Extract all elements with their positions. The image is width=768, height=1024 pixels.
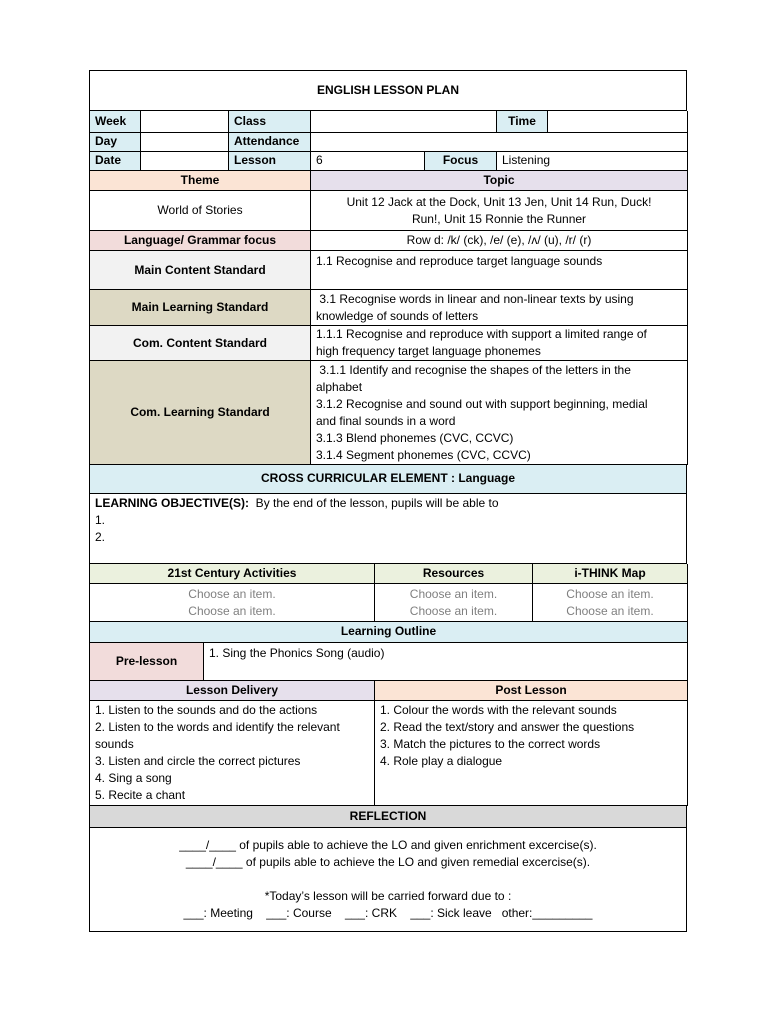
com-learning-line: alphabet: [316, 379, 363, 394]
focus-field[interactable]: Listening: [497, 151, 688, 170]
class-field[interactable]: [311, 111, 497, 132]
time-field[interactable]: [548, 111, 688, 132]
main-learning-line-2: knowledge of sounds of letters: [316, 308, 479, 323]
com-content-label: Com. Content Standard: [90, 326, 311, 361]
focus-label: Focus: [425, 151, 497, 170]
activity-select[interactable]: Choose an item.: [188, 603, 276, 618]
delivery-table: [89, 681, 688, 807]
post-lesson-step: 1. Colour the words with the relevant sounds: [380, 703, 617, 717]
grammar-label: Language/ Grammar focus: [90, 231, 311, 251]
title-table: [89, 70, 687, 111]
objective-item-2[interactable]: 2.: [95, 529, 106, 544]
carry-forward-reasons: ___: Meeting ___: Course ___: CRK ___: Sick leave other:_________: [183, 905, 593, 920]
main-learning-label: Main Learning Standard: [90, 290, 311, 326]
topic-line-2: Run!, Unit 15 Ronnie the Runner: [411, 211, 587, 226]
lesson-delivery-header: Lesson Delivery: [90, 681, 375, 701]
lesson-label: Lesson: [229, 151, 311, 170]
com-content-line-1: 1.1.1 Recognise and reproduce with support a limited range of: [316, 327, 647, 341]
outline-table: [89, 622, 688, 681]
objectives-text: By the end of the lesson, pupils will be able to: [249, 495, 499, 510]
pre-lesson-label: Pre-lesson: [90, 642, 204, 680]
main-learning-line-1: 3.1 Recognise words in linear and non-linear texts by using: [316, 291, 634, 306]
lesson-field[interactable]: 6: [311, 151, 425, 170]
day-field[interactable]: [141, 132, 229, 151]
topic-header: Topic: [311, 171, 688, 191]
main-learning-value: [311, 290, 688, 326]
learning-objectives: [90, 493, 687, 563]
carry-forward-note: *Today’s lesson will be carried forward due to :: [264, 888, 512, 903]
topic-value: [311, 191, 688, 231]
activity-select[interactable]: Choose an item.: [188, 586, 276, 601]
delivery-step: sounds: [95, 737, 134, 751]
lesson-plan-document: [89, 70, 687, 932]
objective-item-1[interactable]: 1.: [95, 512, 106, 527]
reflection-remedial-line: ____/____ of pupils able to achieve the LO and given remedial excercise(s).: [185, 854, 591, 869]
delivery-step: 1. Listen to the sounds and do the actions: [95, 703, 318, 717]
attendance-field[interactable]: [311, 132, 688, 151]
header-table: [89, 111, 688, 171]
com-learning-line: 3.1.1 Identify and recognise the shapes of the letters in the: [316, 362, 631, 377]
date-label: Date: [90, 151, 141, 170]
ithink-header: i-THINK Map: [533, 564, 688, 584]
post-lesson-header: Post Lesson: [375, 681, 688, 701]
com-learning-line: 3.1.4 Segment phonemes (CVC, CCVC): [316, 447, 531, 462]
attendance-label: Attendance: [229, 132, 311, 151]
resources-header: Resources: [375, 564, 533, 584]
cross-curricular-header: CROSS CURRICULAR ELEMENT : Language: [90, 465, 687, 493]
activities-dropdowns: [90, 584, 375, 622]
main-content-label: Main Content Standard: [90, 251, 311, 290]
post-lesson-step: 4. Role play a dialogue: [380, 754, 503, 768]
document-title: ENGLISH LESSON PLAN: [90, 71, 687, 111]
week-label: Week: [90, 111, 141, 132]
pre-lesson-value: 1. Sing the Phonics Song (audio): [204, 642, 688, 680]
delivery-step: 3. Listen and circle the correct pictures: [95, 754, 301, 768]
week-field[interactable]: [141, 111, 229, 132]
ithink-dropdowns: [533, 584, 688, 622]
activities-table: [89, 564, 688, 623]
learning-outline-header: Learning Outline: [90, 622, 688, 642]
com-learning-label: Com. Learning Standard: [90, 361, 311, 465]
resources-dropdowns: [375, 584, 533, 622]
com-content-line-2: high frequency target language phonemes: [316, 344, 541, 358]
topic-line-1: Unit 12 Jack at the Dock, Unit 13 Jen, Unit 14 Run, Duck!: [346, 194, 652, 209]
resource-select[interactable]: Choose an item.: [409, 603, 498, 618]
reflection-table: [89, 806, 687, 932]
com-learning-value: [311, 361, 688, 465]
main-content-value: 1.1 Recognise and reproduce target language sounds: [311, 251, 688, 290]
reflection-body: [90, 827, 687, 931]
class-label: Class: [229, 111, 311, 132]
com-content-value: [311, 326, 688, 361]
objectives-label: LEARNING OBJECTIVE(S):: [95, 495, 250, 510]
reflection-enrichment-line: ____/____ of pupils able to achieve the LO and given enrichment excercise(s).: [179, 837, 597, 852]
grammar-value: Row d: /k/ (ck), /e/ (e), /ʌ/ (u), /r/ (r): [311, 231, 688, 251]
resource-select[interactable]: Choose an item.: [409, 586, 498, 601]
date-field[interactable]: [141, 151, 229, 170]
theme-value: World of Stories: [90, 191, 311, 231]
reflection-header: REFLECTION: [90, 806, 687, 827]
post-lesson-step: 2. Read the text/story and answer the questions: [380, 720, 635, 734]
standards-table: [89, 171, 688, 466]
lesson-delivery-list: [90, 701, 375, 806]
theme-header: Theme: [90, 171, 311, 191]
objectives-table: [89, 465, 687, 564]
delivery-step: 5. Recite a chant: [95, 788, 186, 802]
post-lesson-list: [375, 701, 688, 806]
delivery-step: 4. Sing a song: [95, 771, 172, 785]
ithink-select[interactable]: Choose an item.: [566, 603, 654, 618]
activities-header: 21st Century Activities: [90, 564, 375, 584]
day-label: Day: [90, 132, 141, 151]
ithink-select[interactable]: Choose an item.: [566, 586, 654, 601]
post-lesson-step: 3. Match the pictures to the correct words: [380, 737, 601, 751]
com-learning-line: and final sounds in a word: [316, 413, 456, 428]
time-label: Time: [497, 111, 548, 132]
com-learning-line: 3.1.2 Recognise and sound out with support beginning, medial: [316, 396, 648, 411]
com-learning-line: 3.1.3 Blend phonemes (CVC, CCVC): [316, 430, 514, 445]
delivery-step: 2. Listen to the words and identify the relevant: [95, 720, 340, 734]
